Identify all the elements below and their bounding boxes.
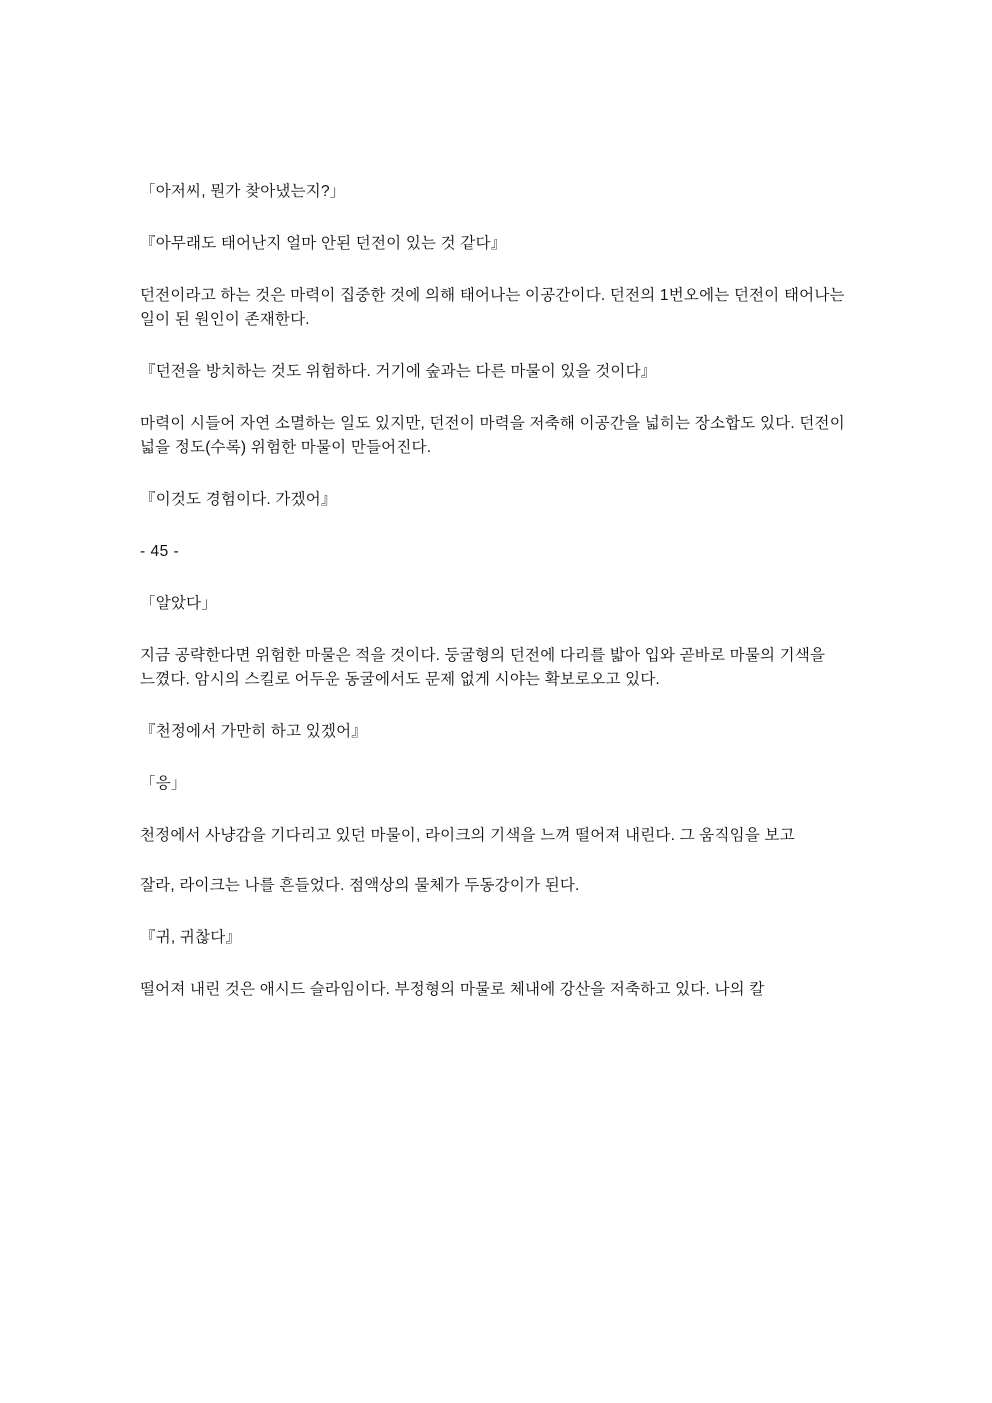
paragraph-dialogue-1: 「아저씨, 뭔가 찾아냈는지?」 xyxy=(140,183,346,200)
paragraph-dialogue-7: 「응」 xyxy=(140,775,187,793)
paragraph-dialogue-2: 『아무래도 태어난지 얼마 안된 던전이 있는 것 같다』 xyxy=(140,235,507,253)
paragraph-narration-3: 지금 공략한다면 위험한 마물은 적을 것이다. 둥굴형의 던전에 다리를 밟아 입와 곧바로 마물의 기색을 느꼈다. 암시의 스킬로 어두운 동굴에서도 문제 없게 시야는 확보로오고 있다. xyxy=(140,647,830,689)
paragraph-dialogue-6: 『천정에서 가만히 하고 있겠어』 xyxy=(140,723,367,741)
page-number: - 45 - xyxy=(140,543,180,561)
paragraph-dialogue-4: 『이것도 경험이다. 가겠어』 xyxy=(140,491,337,509)
paragraph-narration-1: 던전이라고 하는 것은 마력이 집중한 것에 의해 태어나는 이공간이다. 던전의 1번오에는 던전이 태어나는 일이 된 원인이 존재한다. xyxy=(140,287,850,329)
paragraph-dialogue-8: 『귀, 귀찮다』 xyxy=(140,929,242,947)
document-body xyxy=(140,180,852,1002)
paragraph-narration-2: 마력이 시들어 자연 소멸하는 일도 있지만, 던전이 마력을 저축해 이공간을 넓히는 장소합도 있다. 던전이 넓을 정도(수록) 위험한 마물이 만들어진다. xyxy=(140,415,850,457)
paragraph-narration-6: 떨어져 내린 것은 애시드 슬라임이다. 부정형의 마물로 체내에 강산을 저축하고 있다. 나의 칼 xyxy=(140,981,765,999)
paragraph-dialogue-5: 「알았다」 xyxy=(140,595,217,613)
paragraph-narration-4: 천정에서 사냥감을 기다리고 있던 마물이, 라이크의 기색을 느껴 떨어져 내린다. 그 움직임을 보고 xyxy=(140,827,795,845)
paragraph-dialogue-3: 『던전을 방치하는 것도 위험하다. 거기에 숲과는 다른 마물이 있을 것이다』 xyxy=(140,363,657,381)
paragraph-narration-5: 잘라, 라이크는 나를 흔들었다. 점액상의 물체가 두동강이가 된다. xyxy=(140,877,580,895)
